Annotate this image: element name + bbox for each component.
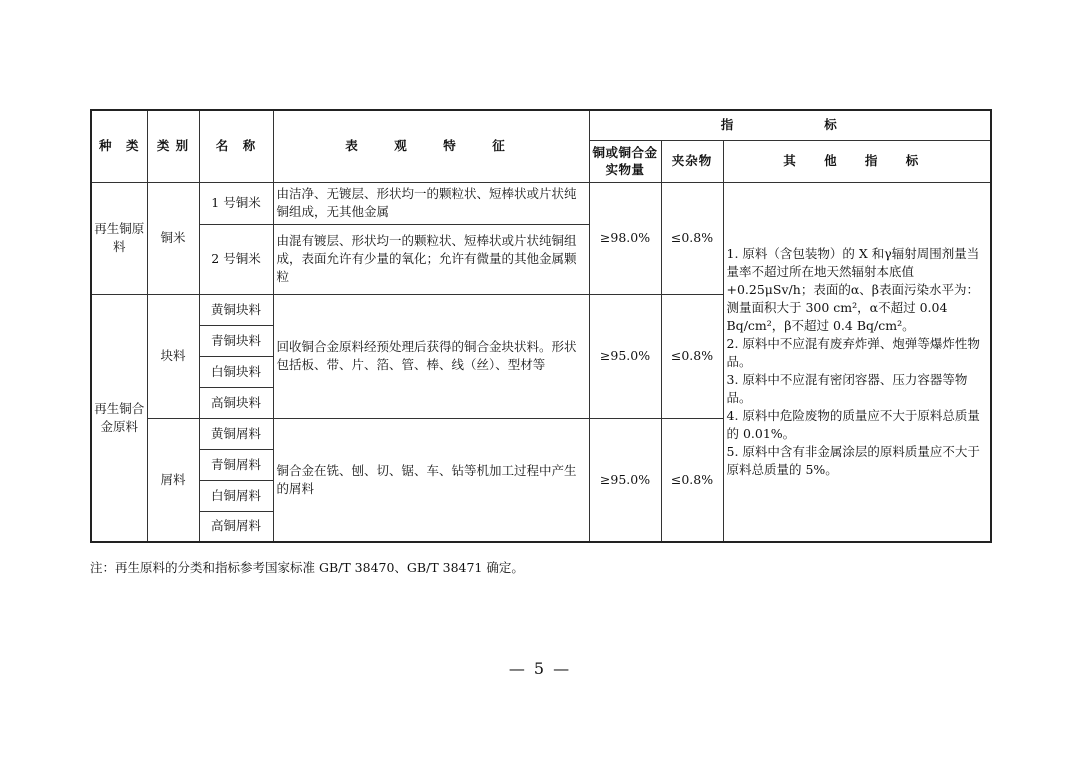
name-high-copper-block: 高铜块料 xyxy=(199,387,273,418)
content-block: ≥95.0% xyxy=(589,294,661,418)
header-inclusion: 夹杂物 xyxy=(661,140,723,182)
header-type: 种 类 xyxy=(91,110,147,182)
type-recycled-copper: 再生铜原料 xyxy=(91,182,147,294)
category-chips: 屑料 xyxy=(147,418,199,542)
name-brass-block: 黄铜块料 xyxy=(199,294,273,325)
header-name: 名 称 xyxy=(199,110,273,182)
raw-material-spec-table xyxy=(90,109,992,543)
inclusion-block: ≤0.8% xyxy=(661,294,723,418)
other-item-4: 4. 原料中危险废物的质量应不大于原料总质量的 0.01%。 xyxy=(726,407,980,441)
name-cupronickel-block: 白铜块料 xyxy=(199,356,273,387)
header-other: 其 他 指 标 xyxy=(723,140,991,182)
header-appearance: 表 观 特 征 xyxy=(273,110,589,182)
table-note: 注：再生原料的分类和指标参考国家标准 GB/T 38470、GB/T 38471 确定。 xyxy=(90,560,524,575)
name-brass-chips: 黄铜屑料 xyxy=(199,418,273,449)
other-item-5: 5. 原料中含有非金属涂层的原料质量应不大于原料总质量的 5%。 xyxy=(726,443,980,477)
content-granule: ≥98.0% xyxy=(589,182,661,294)
type-recycled-copper-alloy: 再生铜合金原料 xyxy=(91,294,147,542)
other-indicators xyxy=(723,182,991,542)
content-chips: ≥95.0% xyxy=(589,418,661,542)
header-indicator: 指 标 xyxy=(589,110,991,140)
header-copper-content: 铜或铜合金实物量 xyxy=(589,140,661,182)
name-no1-granule: 1 号铜米 xyxy=(199,182,273,224)
desc-block: 回收铜合金原料经预处理后获得的铜合金块状料。形状包括板、带、片、箔、管、棒、线（丝）、型材等 xyxy=(273,294,589,418)
inclusion-granule: ≤0.8% xyxy=(661,182,723,294)
other-item-1: 1. 原料（含包装物）的 X 和γ辐射周围剂量当量率不超过所在地天然辐射本底值+0.25μSv/h；表面的α、β表面污染水平为：测量面积大于 300 cm²，α不超过 0.04 Bq/cm²，β不超过 0.4 Bq/cm²。 xyxy=(726,245,980,333)
desc-no1-granule: 由洁净、无镀层、形状均一的颗粒状、短棒状或片状纯铜组成，无其他金属 xyxy=(273,182,589,224)
name-bronze-block: 青铜块料 xyxy=(199,325,273,356)
other-item-2: 2. 原料中不应混有废弃炸弹、炮弹等爆炸性物品。 xyxy=(726,335,980,369)
name-cupronickel-chips: 白铜屑料 xyxy=(199,480,273,511)
name-bronze-chips: 青铜屑料 xyxy=(199,449,273,480)
header-category: 类 别 xyxy=(147,110,199,182)
category-block: 块料 xyxy=(147,294,199,418)
inclusion-chips: ≤0.8% xyxy=(661,418,723,542)
name-no2-granule: 2 号铜米 xyxy=(199,224,273,294)
desc-chips: 铜合金在铣、刨、切、锯、车、钻等机加工过程中产生的屑料 xyxy=(273,418,589,542)
page-number: — 5 — xyxy=(508,659,572,678)
category-copper-granule: 铜米 xyxy=(147,182,199,294)
name-high-copper-chips: 高铜屑料 xyxy=(199,511,273,542)
desc-no2-granule: 由混有镀层、形状均一的颗粒状、短棒状或片状纯铜组成，表面允许有少量的氧化；允许有微量的其他金属颗粒 xyxy=(273,224,589,294)
other-item-3: 3. 原料中不应混有密闭容器、压力容器等物品。 xyxy=(726,371,968,405)
